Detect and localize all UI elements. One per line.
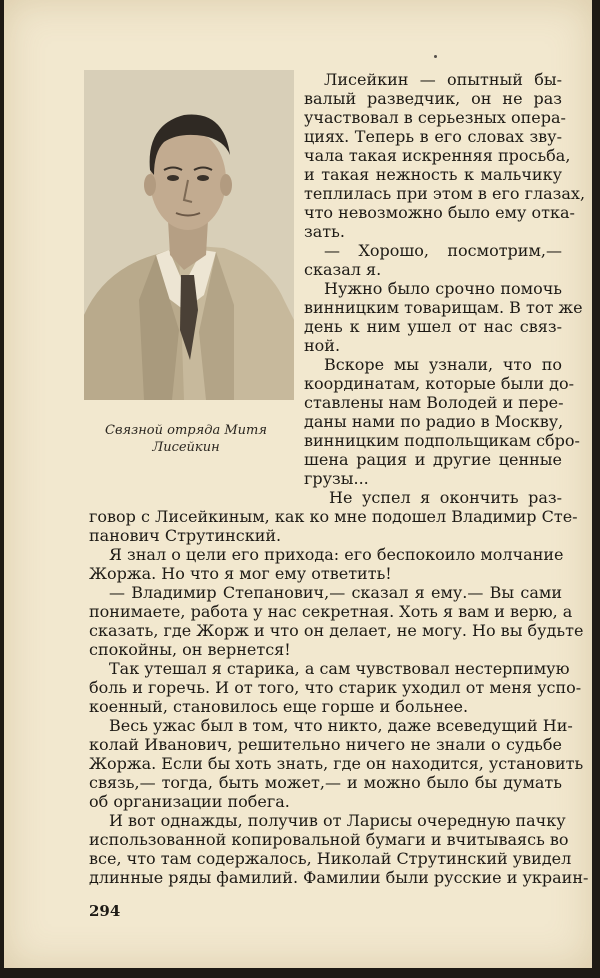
text-line: что невозможно было ему отка- [304, 203, 575, 222]
text-line: Вскоре мы узнали, что по [324, 355, 562, 374]
caption-line: Связной отряда Митя [105, 423, 267, 438]
text-line: циях. Теперь в его словах зву- [304, 127, 562, 146]
text-line: Так утешал я старика, а сам чувствовал нестерпимую [109, 659, 570, 678]
text-line: Не успел я окончить раз- [329, 488, 562, 507]
text-line: И вот однажды, получив от Ларисы очередную пачку [109, 811, 566, 830]
page-number: 294 [89, 902, 121, 920]
text-line: боль и горечь. И от того, что старик уходил от меня успо- [89, 678, 582, 697]
text-line: спокойны, он вернется! [89, 640, 291, 659]
book-page [4, 0, 592, 968]
text-line: использованной копировальной бумаги и вчитываясь во [89, 830, 569, 849]
text-line: ставлены нам Володей и пере- [304, 393, 564, 412]
caption-line: Лисейкин [152, 440, 220, 455]
text-line: ной. [304, 336, 341, 355]
text-line: панович Струтинский. [89, 526, 282, 545]
portrait-illustration [84, 70, 294, 400]
photo-caption [96, 422, 276, 456]
text-line: — Хорошо, посмотрим,— [324, 241, 562, 260]
text-line: участвовал в серьезных опера- [304, 108, 566, 127]
portrait-photo [84, 70, 294, 400]
text-line: шена рация и другие ценные [304, 450, 562, 469]
text-line: длинные ряды фамилий. Фамилии были русские и украин- [89, 868, 589, 887]
text-line: день к ним ушел от нас связ- [304, 317, 562, 336]
text-line: даны нами по радио в Москву, [304, 412, 564, 431]
text-line: Лисейкин — опытный бы- [324, 70, 562, 89]
text-line: Нужно было срочно помочь [324, 279, 562, 298]
print-speck [434, 55, 437, 58]
text-line: теплилась при этом в его глазах, [304, 184, 586, 203]
text-line: и такая нежность к мальчику [304, 165, 562, 184]
text-line: Жоржа. Но что я мог ему ответить! [89, 564, 392, 583]
text-line: зать. [304, 222, 345, 241]
text-line: колай Иванович, решительно ничего не знали о судьбе [89, 735, 562, 754]
text-line: винницким товарищам. В тот же [304, 298, 583, 317]
text-line: Жоржа. Если бы хоть знать, где он находится, установить [89, 754, 584, 773]
text-line: винницким подпольщикам сбро- [304, 431, 580, 450]
text-line: сказал я. [304, 260, 382, 279]
text-line: понимаете, работа у нас секретная. Хоть я вам и верю, а [89, 602, 573, 621]
text-line: — Владимир Степанович,— сказал я ему.— Вы сами [109, 583, 562, 602]
text-line: об организации побега. [89, 792, 290, 811]
text-line: координатам, которые были до- [304, 374, 575, 393]
text-line: говор с Лисейкиным, как ко мне подошел Владимир Сте- [89, 507, 578, 526]
text-line: все, что там содержалось, Николай Струтинский увидел [89, 849, 572, 868]
text-line: Весь ужас был в том, что никто, даже всеведущий Ни- [109, 716, 573, 735]
text-line: Я знал о цели его прихода: его беспокоило молчание [109, 545, 564, 564]
text-line: чала такая искренняя просьба, [304, 146, 571, 165]
text-line: сказать, где Жорж и что он делает, не могу. Но вы будьте [89, 621, 584, 640]
text-line: валый разведчик, он не раз [304, 89, 562, 108]
text-line: коенный, становилось еще горше и больнее. [89, 697, 469, 716]
text-line: связь,— тогда, быть может,— и можно было бы думать [89, 773, 562, 792]
text-line: грузы... [304, 469, 369, 488]
